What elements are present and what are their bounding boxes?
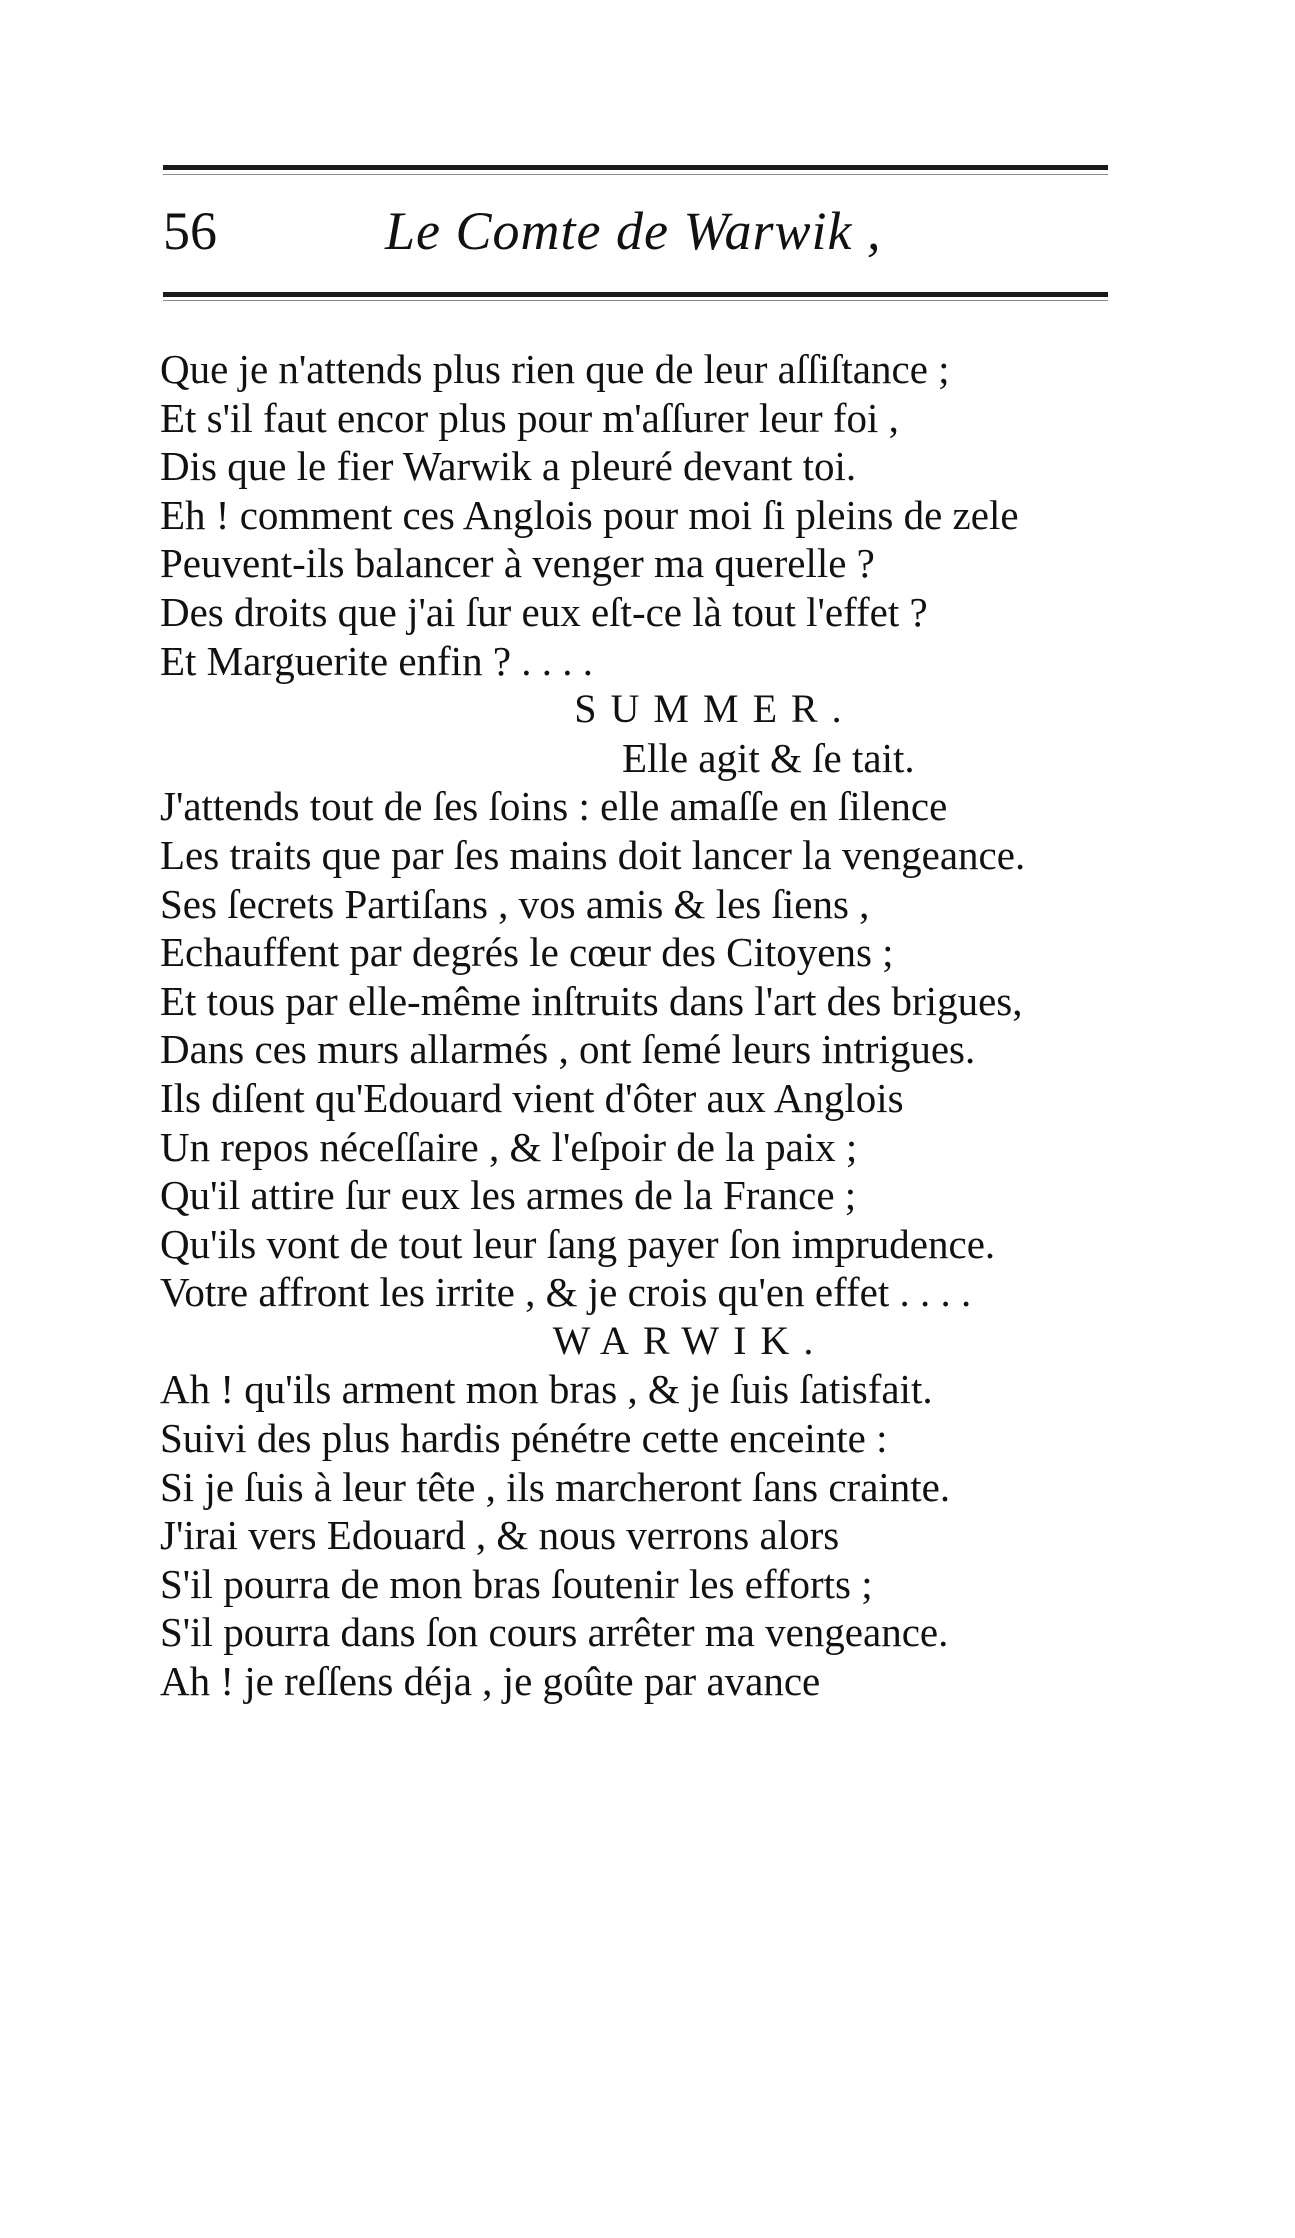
page-number: 56 xyxy=(163,201,217,261)
verse-line: Et s'il faut encor plus pour m'aſſurer leur foi , xyxy=(160,394,899,441)
verse-line: Ah ! qu'ils arment mon bras , & je ſuis ſatisfait. xyxy=(160,1366,933,1413)
verse-text xyxy=(160,345,1120,1706)
verse-line: Elle agit & ſe tait. xyxy=(622,734,915,781)
verse-line: Eh ! comment ces Anglois pour moi ſi pleins de zele xyxy=(160,491,1019,538)
verse-line: S'il pourra dans ſon cours arrêter ma vengeance. xyxy=(160,1609,949,1656)
verse-line: Ses ſecrets Partiſans , vos amis & les ſiens , xyxy=(160,880,870,927)
verse-line: Peuvent-ils balancer à venger ma querelle ? xyxy=(160,540,875,587)
verse-line: S'il pourra de mon bras ſoutenir les efforts ; xyxy=(160,1560,873,1607)
verse-line: Dis que le fier Warwik a pleuré devant toi. xyxy=(160,443,857,490)
running-title: Le Comte de Warwik , xyxy=(385,201,882,261)
verse-line: Des droits que j'ai ſur eux eſt-ce là tout l'effet ? xyxy=(160,588,928,635)
verse-line: Dans ces murs allarmés , ont ſemé leurs intrigues. xyxy=(160,1026,976,1073)
header-top-rule xyxy=(163,165,1108,170)
header-bottom-rule xyxy=(163,292,1108,297)
speaker-name: WARWIK. xyxy=(552,1317,828,1363)
verse-line: Ils diſent qu'Edouard vient d'ôter aux Anglois xyxy=(160,1074,904,1121)
verse-line: Votre affront les irrite , & je crois qu'en effet . . . . xyxy=(160,1269,972,1316)
verse-line: Echauffent par degrés le cœur des Citoyens ; xyxy=(160,929,894,976)
verse-line: Suivi des plus hardis pénétre cette enceinte : xyxy=(160,1415,888,1462)
verse-line: Les traits que par ſes mains doit lancer la vengeance. xyxy=(160,831,1026,878)
verse-line: Qu'il attire ſur eux les armes de la France ; xyxy=(160,1172,857,1219)
verse-line: Et tous par elle-même inſtruits dans l'art des brigues, xyxy=(160,977,1023,1024)
verse-line: Que je n'attends plus rien que de leur aſſiſtance ; xyxy=(160,346,950,392)
verse-line: J'irai vers Edouard , & nous verrons alors xyxy=(160,1512,840,1559)
verse-line: Un repos néceſſaire , & l'eſpoir de la paix ; xyxy=(160,1123,858,1170)
verse-line: J'attends tout de ſes ſoins : elle amaſſe en ſilence xyxy=(160,783,948,830)
header-bottom-thin-rule xyxy=(163,300,1108,301)
verse-line: Ah ! je reſſens déja , je goûte par avance xyxy=(160,1658,821,1705)
speaker-name: SUMMER. xyxy=(574,686,856,732)
page-header xyxy=(163,196,1108,266)
verse-line: Et Marguerite enfin ? . . . . xyxy=(160,637,594,684)
verse-line: Si je ſuis à leur tête , ils marcheront ſans crainte. xyxy=(160,1463,951,1510)
header-top-thin-rule xyxy=(163,174,1108,175)
verse-line: Qu'ils vont de tout leur ſang payer ſon imprudence. xyxy=(160,1220,996,1267)
